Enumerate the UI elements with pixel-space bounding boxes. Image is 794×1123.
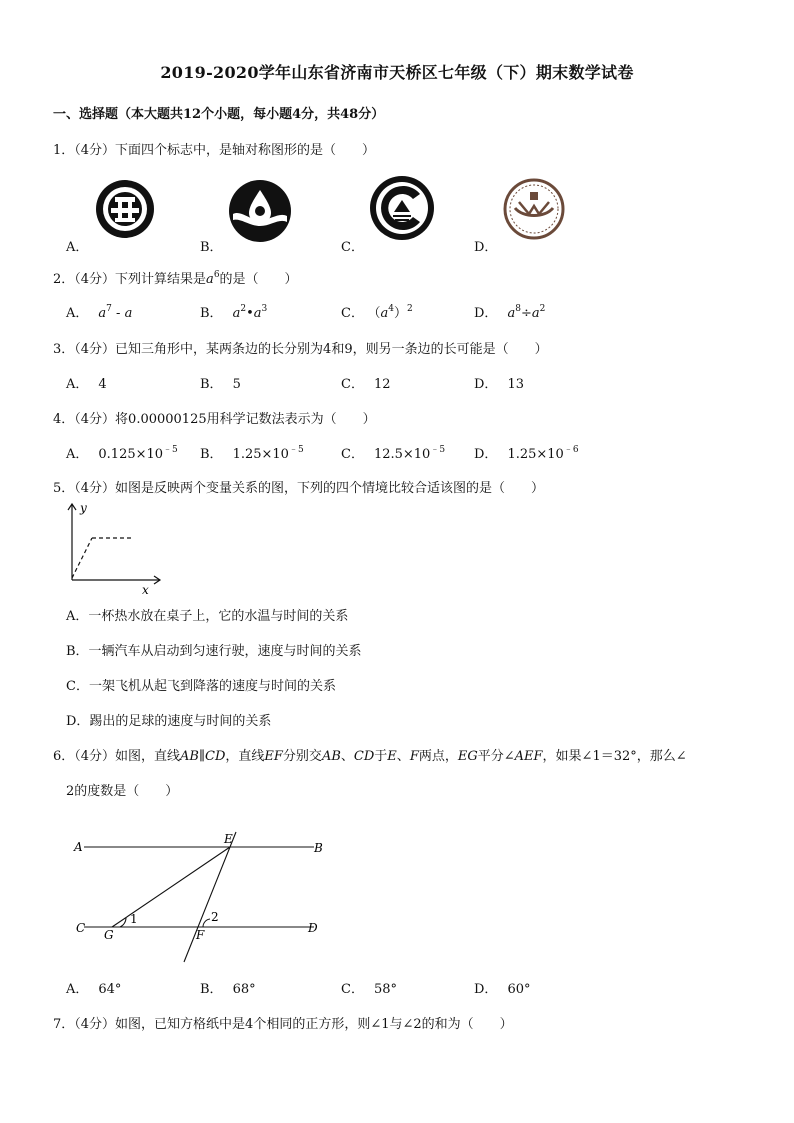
question-7-stem: 7．（4分）如图，已知方格纸中是4个相同的正方形，则∠1与∠2的和为（ ） <box>53 1017 513 1032</box>
logo-d-icon <box>503 178 565 240</box>
q4-option-c[interactable]: C． $12.5\times 10^{﹣5}$ <box>341 445 446 462</box>
label-b: B <box>314 841 323 855</box>
label-g: G <box>104 928 114 942</box>
question-4-stem: 4．（4分）将0.00000125用科学记数法表示为（ ） <box>53 412 376 427</box>
q6-option-c[interactable]: C． 58° <box>341 982 397 997</box>
label-e: E <box>224 832 233 846</box>
label-f: F <box>196 928 205 942</box>
label-angle-1: 1 <box>130 912 138 926</box>
q1-option-a[interactable]: A． <box>66 240 89 255</box>
q3-option-d[interactable]: D． 13 <box>474 377 524 392</box>
q2-option-a[interactable]: A． $a^7$ - a <box>66 304 133 321</box>
logo-c-icon <box>368 174 436 242</box>
q4-option-a[interactable]: A． $0.125\times 10^{﹣5}$ <box>66 445 178 462</box>
q6-option-b[interactable]: B． 68° <box>200 982 256 997</box>
label-d: D <box>308 921 318 935</box>
q1-option-b[interactable]: B． <box>200 240 223 255</box>
q5-option-d[interactable]: D．踢出的足球的速度与时间的关系 <box>66 714 272 729</box>
page-title: 2019-2020学年山东省济南市天桥区七年级（下）期末数学试卷 <box>160 63 634 82</box>
q3-option-c[interactable]: C． 12 <box>341 377 391 392</box>
q1-option-d[interactable]: D． <box>474 240 498 255</box>
q1-option-c[interactable]: C． <box>341 240 364 255</box>
q3-option-a[interactable]: A． 4 <box>66 377 107 392</box>
line-ef <box>184 832 236 962</box>
q4-option-b[interactable]: B． $1.25\times 10^{﹣5}$ <box>200 445 304 462</box>
q6-figure <box>70 828 340 968</box>
question-3-stem: 3．（4分）已知三角形中，某两条边的长分别为4和9，则另一条边的长可能是（ ） <box>53 342 548 357</box>
question-1-stem: 1．（4分）下面四个标志中，是轴对称图形的是（ ） <box>53 143 376 158</box>
label-a: A <box>74 840 83 854</box>
angle-2-arc <box>203 919 210 927</box>
section-heading: 一、选择题（本大题共12个小题，每小题4分，共48分） <box>53 107 385 122</box>
q2-option-b[interactable]: B． $a^2•a^3$ <box>200 304 268 321</box>
q5-option-b[interactable]: B．一辆汽车从启动到匀速行驶，速度与时间的关系 <box>66 644 362 659</box>
q6-option-d[interactable]: D． 60° <box>474 982 531 997</box>
q2-option-d[interactable]: D． $a^8\div a^2$ <box>474 304 546 321</box>
logo-b-icon <box>227 178 293 244</box>
q6-option-a[interactable]: A． 64° <box>66 982 122 997</box>
x-axis-label: x <box>142 583 149 597</box>
q5-graph <box>62 500 172 600</box>
question-5-stem: 5．（4分）如图是反映两个变量关系的图，下列的四个情境比较合适该图的是（ ） <box>53 481 545 496</box>
y-axis-label: y <box>80 501 87 515</box>
q5-option-a[interactable]: A．一杯热水放在桌子上，它的水温与时间的关系 <box>66 609 349 624</box>
question-6-stem-line1: 6．（4分）如图，直线AB∥CD，直线EF分别交AB、CD于E、F两点，EG平分∠AEF，如果∠1＝32°，那么∠ <box>53 749 687 764</box>
rising-segment <box>72 538 92 578</box>
q2-option-c[interactable]: C． $(a^4)^2$ <box>341 304 413 321</box>
question-6-stem-line2: 2的度数是（ ） <box>66 784 179 799</box>
q4-option-d[interactable]: D． $1.25\times 10^{﹣6}$ <box>474 445 579 462</box>
q3-option-b[interactable]: B． 5 <box>200 377 241 392</box>
q5-option-c[interactable]: C．一架飞机从起飞到降落的速度与时间的关系 <box>66 679 336 694</box>
label-c: C <box>76 921 86 935</box>
question-2-stem: 2．（4分）下列计算结果是$a^6$的是（ ） <box>53 270 298 287</box>
logo-a-icon <box>94 178 156 240</box>
label-angle-2: 2 <box>211 910 219 924</box>
